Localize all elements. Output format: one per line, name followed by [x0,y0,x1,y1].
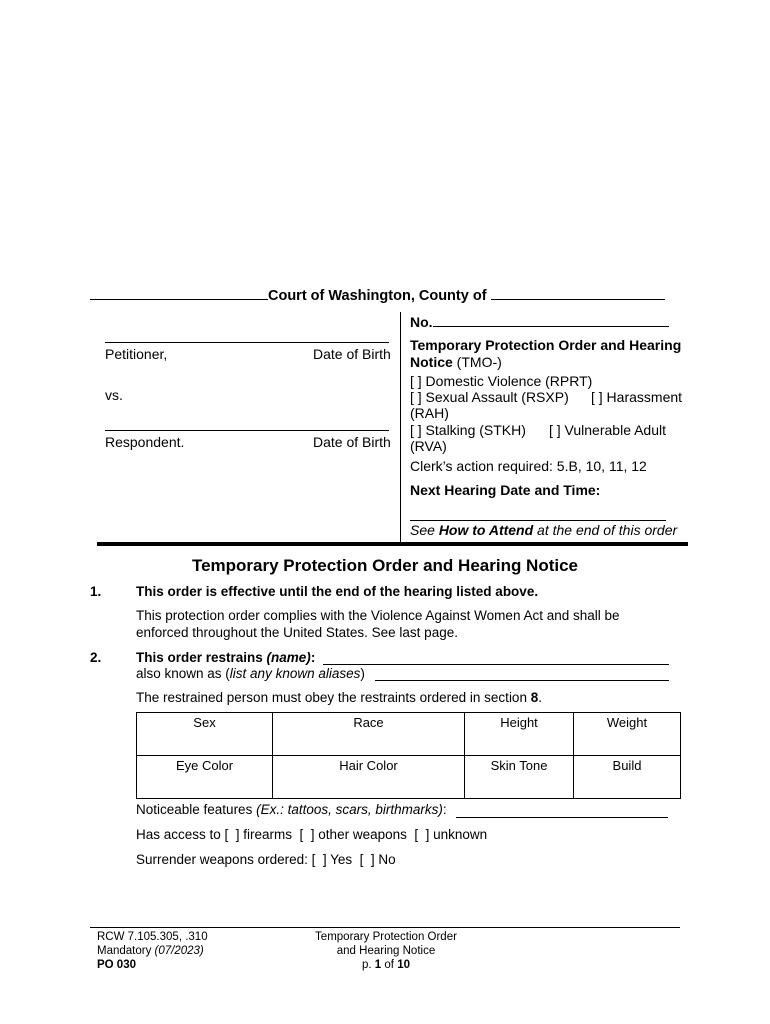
mandatory-pre: Mandatory [97,945,155,957]
obey-section-num: 8 [530,690,539,705]
features-italic: (Ex.: tattoos, scars, birthmarks) [256,802,443,817]
obey-line [136,690,542,705]
option-rah: (RAH) [410,405,449,421]
features-blank[interactable] [456,817,668,818]
section-1-text-1: This protection order complies with the Violence Against Women Act and shall be [136,608,620,623]
section-1-number: 1. [90,584,102,599]
option-dv[interactable]: [ ] Domestic Violence (RPRT) [410,373,593,389]
option-stalking[interactable]: [ ] Stalking (STKH) [410,422,526,438]
page-num: 1 [374,959,382,971]
court-heading-text: Court of Washington, County of [268,288,487,304]
page-total: 10 [397,959,410,971]
next-hearing-label: Next Hearing Date and Time: [410,482,601,498]
option-rva: (RVA) [410,438,447,454]
mandatory-date: (07/2023) [154,945,204,957]
cell-eye-color[interactable]: Eye Color [137,756,273,799]
option-harassment[interactable]: [ ] Harassment [591,389,683,405]
doc-title-caption [410,337,685,371]
obey-pre: The restrained person must obey the restraints ordered in section [136,690,531,705]
restrains-colon: : [310,650,316,665]
aka-italic: list any known aliases [229,666,361,681]
table-row [137,713,681,756]
cell-hair-color[interactable]: Hair Color [273,756,465,799]
aliases-blank[interactable] [375,680,669,681]
page-mid: of [381,959,398,971]
cell-weight[interactable]: Weight [574,713,681,756]
doc-title-suffix: (TMO-) [452,354,502,370]
surrender-weapons[interactable]: Surrender weapons ordered: [ ] Yes [ ] No [136,852,396,867]
aka-line [136,666,365,681]
see-how-to-attend [410,522,677,538]
footer-rcw: RCW 7.105.305, .310 [97,931,208,943]
restrains-name-label: (name) [266,650,311,665]
footer-left [97,930,208,972]
table-row [137,756,681,799]
footer-title-2: and Hearing Notice [336,945,436,957]
aka-pre: also known as ( [136,666,230,681]
court-heading [90,288,680,304]
next-hearing-blank[interactable] [410,520,666,521]
petitioner-line[interactable] [105,342,389,343]
features-line [136,802,447,817]
petitioner-label: Petitioner, [105,346,168,362]
doc-title-bold: Temporary Protection Order and Hearing Notice [410,337,682,370]
restrains-label: This order restrains [136,650,267,665]
caption-rule [97,542,688,546]
cell-race[interactable]: Race [273,713,465,756]
footer-title-1: Temporary Protection Order [315,931,457,943]
features-post: : [442,802,447,817]
aka-post: ) [360,666,365,681]
page-title: Temporary Protection Order and Hearing Notice [191,556,579,575]
footer-mandatory [97,944,208,958]
see-bold: How to Attend [438,522,534,538]
see-pre: See [410,522,439,538]
case-number-label: No. [410,314,433,330]
section-1-text-2: enforced throughout the United States. See last page. [136,625,458,640]
county-blank[interactable] [491,299,665,300]
respondent-label: Respondent. [105,434,185,450]
page-pre: p. [362,959,375,971]
footer-center [286,930,486,972]
features-pre: Noticeable features [136,802,257,817]
cell-build[interactable]: Build [574,756,681,799]
weapons-access[interactable]: Has access to [ ] firearms [ ] other weapons [ ] unknown [136,827,488,842]
respondent-line[interactable] [105,430,389,431]
restrains-line [136,650,315,665]
footer-rule [90,927,680,928]
option-vulnerable-adult[interactable]: [ ] Vulnerable Adult [549,422,667,438]
cell-sex[interactable]: Sex [137,713,273,756]
obey-post: . [538,690,542,705]
footer-page [286,958,486,972]
court-name-blank[interactable] [90,299,268,300]
respondent-dob-label: Date of Birth [313,434,391,450]
clerk-action: Clerk’s action required: 5.B, 10, 11, 12 [410,458,647,474]
caption-divider [400,312,401,542]
cell-height[interactable]: Height [465,713,574,756]
case-number-blank[interactable] [433,326,669,327]
description-table [136,712,681,799]
cell-skin-tone[interactable]: Skin Tone [465,756,574,799]
petitioner-dob-label: Date of Birth [313,346,391,362]
section-1-heading: This order is effective until the end of the hearing listed above. [136,584,539,599]
restrained-name-blank[interactable] [323,664,669,665]
see-post: at the end of this order [533,522,678,538]
vs-label: vs. [105,387,123,403]
option-sa[interactable]: [ ] Sexual Assault (RSXP) [410,389,569,405]
case-number [410,314,669,330]
footer-form-number: PO 030 [97,959,136,971]
section-2-number: 2. [90,650,102,665]
